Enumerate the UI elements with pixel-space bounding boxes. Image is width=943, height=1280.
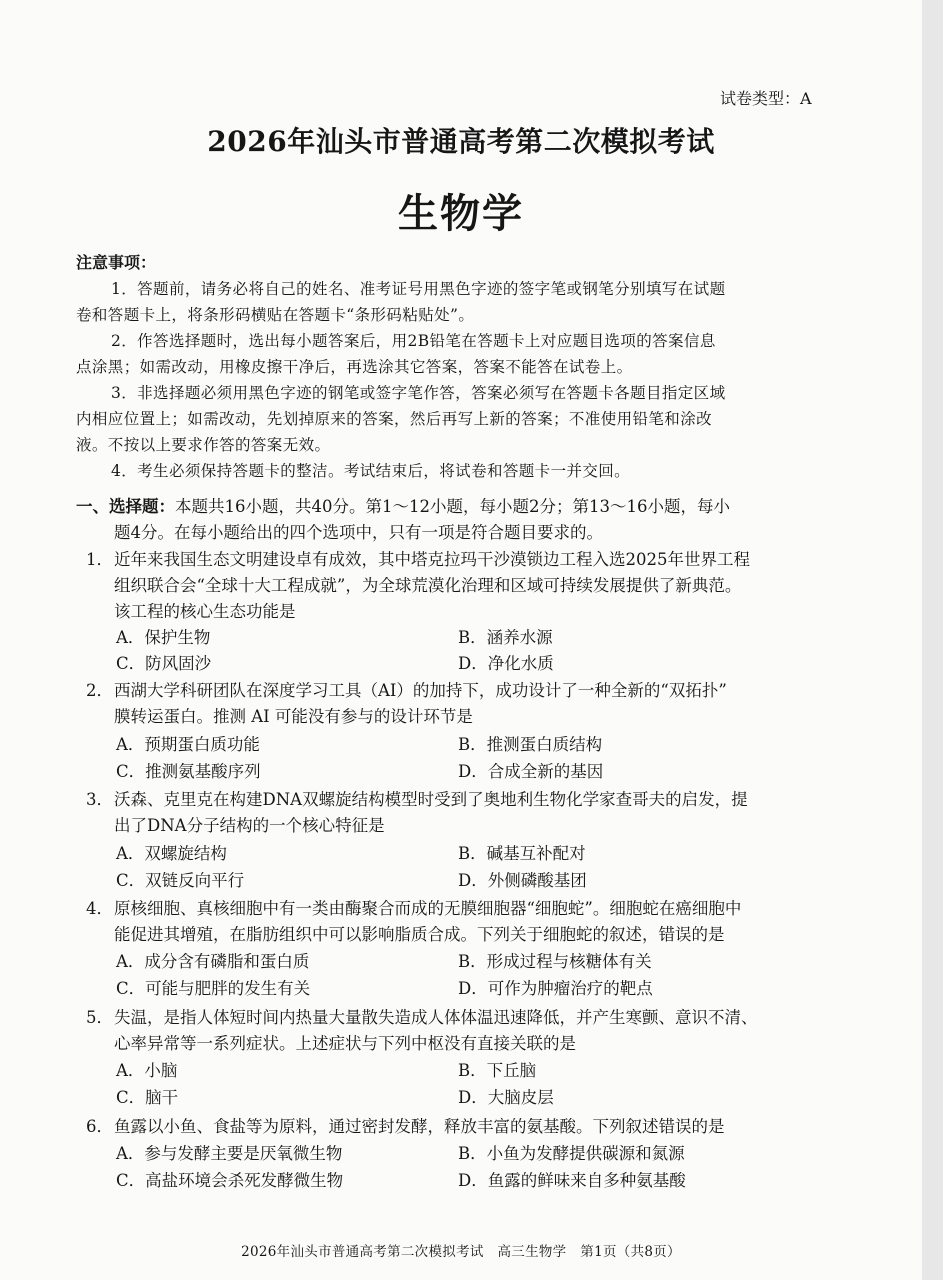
question-text: 出了DNA分子结构的一个核心特征是 <box>114 816 385 835</box>
paper-type-label: 试卷类型：A <box>720 89 812 108</box>
notice-line: 1．答题前，请务必将自己的姓名、准考证号用黑色字迹的签字笔或钢笔分别填写在试题 <box>111 280 726 298</box>
option-b: B．形成过程与核糖体有关 <box>458 952 652 971</box>
question-text: 西湖大学科研团队在深度学习工具（AI）的加持下，成功设计了一种全新的“双拓扑” <box>114 681 727 700</box>
option-d: D．鱼露的鲜味来自多种氨基酸 <box>458 1171 686 1190</box>
option-d: D．合成全新的基因 <box>458 762 604 781</box>
option-a: A．保护生物 <box>116 628 211 647</box>
question-text: 沃森、克里克在构建DNA双螺旋结构模型时受到了奥地利生物化学家查哥夫的启发，提 <box>114 790 748 809</box>
notice-line: 内相应位置上；如需改动，先划掉原来的答案，然后再写上新的答案；不准使用铅笔和涂改 <box>76 410 713 428</box>
option-a: A．参与发酵主要是厌氧微生物 <box>116 1144 343 1163</box>
option-a: A．小脑 <box>116 1061 178 1080</box>
option-c: C．高盐环境会杀死发酵微生物 <box>116 1171 344 1190</box>
question-number: 4． <box>86 899 113 918</box>
option-b: B．小鱼为发酵提供碳源和氮源 <box>458 1144 685 1163</box>
question-number: 6． <box>86 1117 113 1136</box>
option-c: C．可能与肥胖的发生有关 <box>116 979 311 998</box>
section-header <box>76 493 730 517</box>
option-d: D．净化水质 <box>458 654 554 673</box>
question-text: 该工程的核心生态功能是 <box>114 602 296 621</box>
question-number: 1． <box>86 550 113 569</box>
page-margin-strip <box>922 0 943 1280</box>
option-c: C．双链反向平行 <box>116 871 245 890</box>
notice-line: 2．作答选择题时，选出每小题答案后，用2B铅笔在答题卡上对应题目选项的答案信息 <box>111 332 716 350</box>
option-d: D．外侧磷酸基团 <box>458 871 587 890</box>
question-text: 能促进其增殖，在脂肪组织中可以影响脂质合成。下列关于细胞蛇的叙述，错误的是 <box>114 925 725 944</box>
section-intro: 本题共16小题，共40分。第1～12小题，每小题2分；第13～16小题，每小 <box>175 497 730 516</box>
option-b: B．下丘脑 <box>458 1061 537 1080</box>
option-a: A．预期蛋白质功能 <box>116 735 260 754</box>
question-text: 组织联合会“全球十大工程成就”，为全球荒漠化治理和区域可持续发展提供了新典范。 <box>114 576 742 595</box>
question-text: 原核细胞、真核细胞中有一类由酶聚合而成的无膜细胞器“细胞蛇”。细胞蛇在癌细胞中 <box>114 899 742 918</box>
question-text: 近年来我国生态文明建设卓有成效，其中塔克拉玛干沙漠锁边工程入选2025年世界工程 <box>114 550 750 569</box>
option-c: C．推测氨基酸序列 <box>116 762 261 781</box>
option-b: B．推测蛋白质结构 <box>458 735 603 754</box>
question-number: 2． <box>86 681 113 700</box>
section-heading: 一、选择题： <box>76 497 175 516</box>
notice-line: 3．非选择题必须用黑色字迹的钢笔或签字笔作答，答案必须写在答题卡各题目指定区域 <box>111 384 726 402</box>
page-footer: 2026年汕头市普通高考第二次模拟考试 高三生物学 第1页（共8页） <box>241 1244 681 1260</box>
question-text: 失温，是指人体短时间内热量大量散失造成人体体温迅速降低，并产生寒颤、意识不清、 <box>114 1008 758 1027</box>
question-number: 3． <box>86 790 113 809</box>
question-number: 5． <box>86 1008 113 1027</box>
option-b: B．涵养水源 <box>458 628 553 647</box>
option-c: C．脑干 <box>116 1088 179 1107</box>
option-d: D．可作为肿瘤治疗的靶点 <box>458 979 653 998</box>
notice-heading: 注意事项： <box>76 253 157 272</box>
question-text: 鱼露以小鱼、食盐等为原料，通过密封发酵，释放丰富的氨基酸。下列叙述错误的是 <box>114 1117 725 1136</box>
question-text: 心率异常等一系列症状。上述症状与下列中枢没有直接关联的是 <box>114 1034 576 1053</box>
option-b: B．碱基互补配对 <box>458 844 586 863</box>
question-text: 膜转运蛋白。推测 AI 可能没有参与的设计环节是 <box>114 707 473 726</box>
option-c: C．防风固沙 <box>116 654 212 673</box>
notice-line: 点涂黑；如需改动，用橡皮擦干净后，再选涂其它答案，答案不能答在试卷上。 <box>76 358 633 376</box>
exam-title: 2026年汕头市普通高考第二次模拟考试 <box>207 125 715 158</box>
notice-line: 卷和答题卡上，将条形码横贴在答题卡“条形码粘贴处”。 <box>76 306 475 324</box>
subject-title: 生物学 <box>398 190 524 237</box>
option-a: A．双螺旋结构 <box>116 844 227 863</box>
option-a: A．成分含有磷脂和蛋白质 <box>116 952 310 971</box>
notice-line: 4．考生必须保持答题卡的整洁。考试结束后，将试卷和答题卡一并交回。 <box>111 462 631 480</box>
notice-line: 液。不按以上要求作答的答案无效。 <box>76 436 331 454</box>
option-d: D．大脑皮层 <box>458 1088 554 1107</box>
section-intro-cont: 题4分。在每小题给出的四个选项中，只有一项是符合题目要求的。 <box>114 523 603 542</box>
